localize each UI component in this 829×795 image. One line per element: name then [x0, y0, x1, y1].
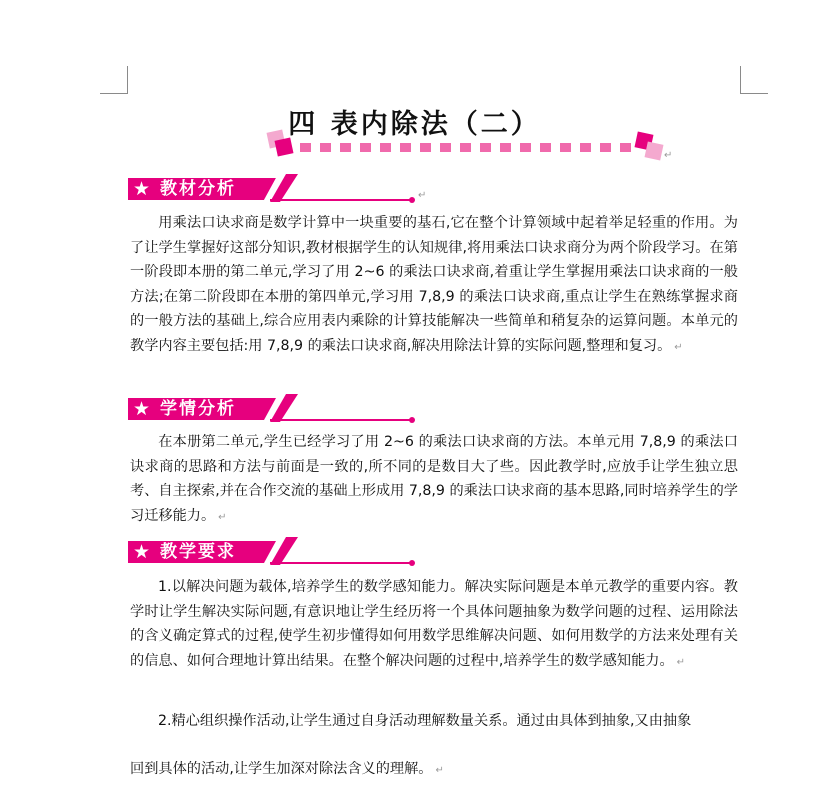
return-mark: ↵	[664, 150, 673, 161]
section-heading-3	[128, 533, 428, 573]
star-icon: ★	[133, 541, 151, 563]
return-mark: ↵	[418, 190, 427, 201]
section-heading-label: 学情分析	[160, 399, 236, 419]
star-icon: ★	[133, 178, 151, 200]
section-heading-label: 教学要求	[160, 542, 236, 562]
paragraph-5: 回到具体的活动,让学生加深对除法含义的理解。 ↵	[130, 761, 444, 777]
section-heading-label: 教材分析	[160, 179, 236, 199]
section-heading-2	[128, 390, 428, 430]
paragraph-2: 在本册第二单元,学生已经学习了用 2~6 的乘法口诀求商的方法。本单元用 7,8,9 的乘法口诀求商的思路和方法与前面是一致的,所不同的是数目大了些。因此教学时,应放手让学生独立思考、自主探索,并在合作交流的基础上形成用 7,8,9 的乘法口诀求商的基本思路,同时培养学生的学习迁移能力。 ↵	[130, 434, 738, 524]
paragraph-3: 1.以解决问题为载体,培养学生的数学感知能力。解决实际问题是本单元教学的重要内容。教学时让学生解决实际问题,有意识地让学生经历将一个具体问题抽象为数学问题的过程、运用除法的含义确定算式的过程,使学生初步懂得如何用数学思维解决问题、如何用数学的方法来处理有关的信息、如何合理地计算出结果。在整个解决问题的过程中,培养学生的数学感知能力。 ↵	[130, 579, 738, 669]
paragraph-1: 用乘法口诀求商是数学计算中一块重要的基石,它在整个计算领域中起着举足轻重的作用。为了让学生掌握好这部分知识,教材根据学生的认知规律,将用乘法口诀求商分为两个阶段学习。在第一阶段即本册的第二单元,学习了用 2~6 的乘法口诀求商,着重让学生掌握用乘法口诀求商的一般方法;在第二阶段即在本册的第四单元,学习用 7,8,9 的乘法口诀求商,重点让学生在熟练掌握求商的一般方法的基础上,综合应用表内乘除的计算技能解决一些简单和稍复杂的运算问题。本单元的教学内容主要包括:用 7,8,9 的乘法口诀求商,解决用除法计算的实际问题,整理和复习。 ↵	[130, 215, 738, 354]
section-heading-1	[128, 170, 428, 210]
paragraph-4: 2.精心组织操作活动,让学生通过自身活动理解数量关系。通过由具体到抽象,又由抽象	[158, 713, 692, 729]
title-decoration	[262, 127, 672, 163]
page-title: 四 表内除法（二）	[288, 109, 541, 140]
star-icon: ★	[133, 398, 151, 420]
